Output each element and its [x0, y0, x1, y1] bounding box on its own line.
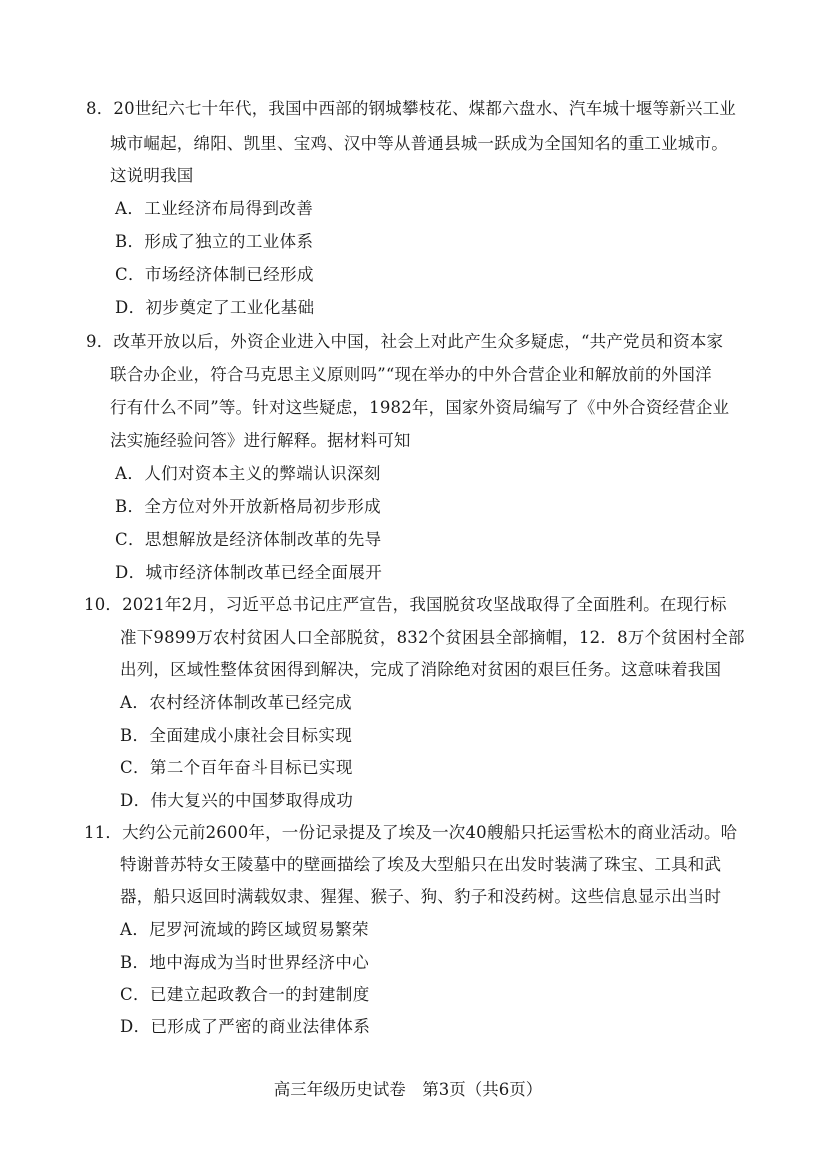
question-10-option-b: B．全面建成小康社会目标实现	[120, 726, 353, 745]
question-8-line-3: 这说明我国	[110, 166, 194, 185]
question-9-option-b: B．全方位对外开放新格局初步形成	[115, 497, 382, 516]
question-9-option-a: A．人们对资本主义的弊端认识深刻	[115, 464, 381, 483]
question-10-line-3: 出列，区域性整体贫困得到解决，完成了消除绝对贫困的艰巨任务。这意味着我国	[120, 660, 722, 679]
question-11-option-c: C．已建立起政教合一的封建制度	[120, 985, 370, 1004]
question-10-line-2: 准下9899万农村贫困人口全部脱贫，832个贫困县全部摘帽，12．8万个贫困村全部	[120, 628, 745, 647]
question-11-line-2: 特谢普苏特女王陵墓中的壁画描绘了埃及大型船只在出发时装满了珠宝、工具和武	[120, 855, 722, 874]
question-10-line-1: 10．2021年2月，习近平总书记庄严宣告，我国脱贫攻坚战取得了全面胜利。在现行标	[84, 595, 727, 614]
question-11-option-a: A．尼罗河流域的跨区域贸易繁荣	[120, 920, 369, 939]
question-8-option-a: A．工业经济布局得到改善	[115, 199, 314, 218]
question-9-line-1: 9．改革开放以后，外资企业进入中国，社会上对此产生众多疑虑，“共产党员和资本家	[86, 332, 724, 351]
page-footer: 高三年级历史试卷 第3页（共6页）	[273, 1080, 543, 1099]
question-8-line-1: 8．20世纪六七十年代，我国中西部的钢城攀枝花、煤都六盘水、汽车城十堰等新兴工业	[86, 99, 736, 118]
question-10-option-a: A．农村经济体制改革已经完成	[120, 693, 353, 712]
question-11-line-3: 器，船只返回时满载奴隶、猩猩、猴子、狗、豹子和没药树。这些信息显示出当时	[120, 887, 722, 906]
question-9-line-4: 法实施经验问答》进行解释。据材料可知	[110, 431, 411, 450]
question-8-option-b: B．形成了独立的工业体系	[115, 232, 314, 251]
question-11-line-1: 11．大约公元前2600年，一份记录提及了埃及一次40艘船只托运雪松木的商业活动。哈	[84, 823, 738, 842]
question-8-option-c: C．市场经济体制已经形成	[115, 265, 314, 284]
question-8-option-d: D．初步奠定了工业化基础	[115, 298, 315, 317]
question-9-option-d: D．城市经济体制改革已经全面展开	[115, 563, 383, 582]
question-11-option-d: D．已形成了严密的商业法律体系	[120, 1017, 371, 1036]
question-8-line-2: 城市崛起，绵阳、凯里、宝鸡、汉中等从普通县城一跃成为全国知名的重工业城市。	[110, 134, 728, 153]
question-9-option-c: C．思想解放是经济体制改革的先导	[115, 530, 382, 549]
question-10-option-d: D．伟大复兴的中国梦取得成功	[120, 791, 354, 810]
question-10-option-c: C．第二个百年奋斗目标已实现	[120, 758, 353, 777]
question-11-option-b: B．地中海成为当时世界经济中心	[120, 953, 370, 972]
question-9-line-3: 行有什么不同”等。针对这些疑虑，1982年，国家外资局编写了《中外合资经营企业	[110, 398, 730, 417]
question-9-line-2: 联合办企业，符合马克思主义原则吗”“现在举办的中外合营企业和解放前的外国洋	[110, 365, 712, 384]
